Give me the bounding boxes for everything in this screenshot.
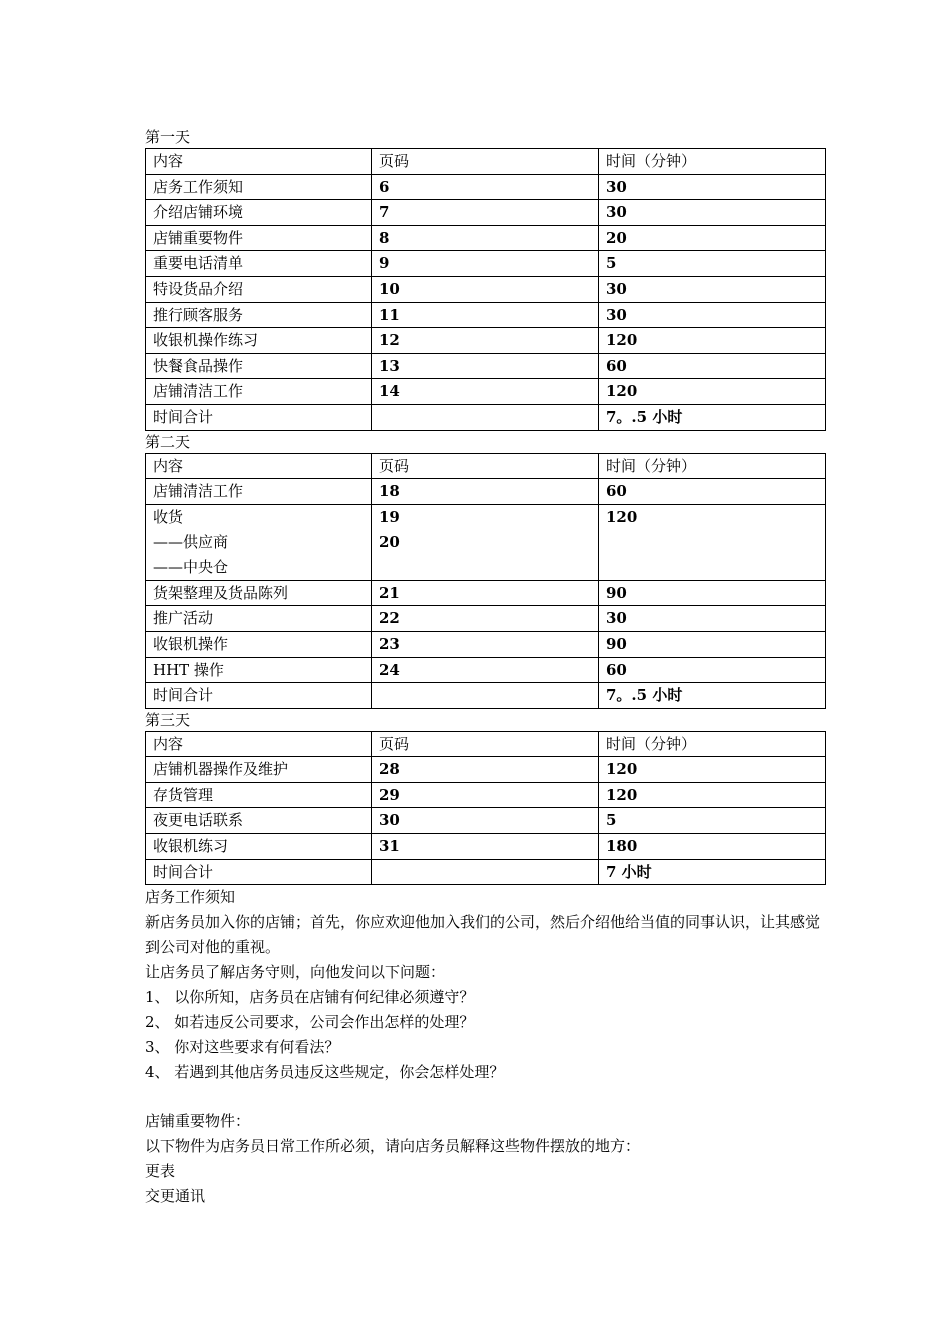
row-content: 收银机操作练习 (146, 328, 372, 354)
header-time: 时间（分钟） (599, 731, 826, 757)
table-row (146, 757, 826, 783)
total-row (146, 859, 826, 885)
row-content: 推广活动 (146, 606, 372, 632)
row-page: 13 (372, 353, 599, 379)
row-page: 6 (372, 174, 599, 200)
total-page (372, 859, 599, 885)
row-page: 24 (372, 657, 599, 683)
total-page (372, 404, 599, 430)
notes-intro: 新店务员加入你的店铺；首先，你应欢迎他加入我们的公司，然后介绍他给当值的同事认识，让其感觉到公司对他的重视。 (145, 913, 821, 957)
receiving-supplier: ——供应商 (153, 532, 229, 551)
table-row (146, 328, 826, 354)
row-time: 120 (599, 757, 826, 783)
total-page (372, 683, 599, 709)
table-row (146, 302, 826, 328)
table-header-row (146, 731, 826, 757)
row-time: 120 (599, 782, 826, 808)
row-content: 店铺机器操作及维护 (146, 757, 372, 783)
header-page: 页码 (372, 149, 599, 175)
row-page: 11 (372, 302, 599, 328)
row-page: 22 (372, 606, 599, 632)
row-page: 29 (372, 782, 599, 808)
receiving-pages (372, 504, 599, 580)
row-content: 收银机操作 (146, 631, 372, 657)
header-page: 页码 (372, 731, 599, 757)
question-3: 3、 你对这些要求有何看法？ (145, 1038, 340, 1057)
table-row (146, 276, 826, 302)
table-header-row (146, 149, 826, 175)
total-row (146, 404, 826, 430)
row-time: 90 (599, 631, 826, 657)
item-2: 交更通讯 (145, 1187, 206, 1206)
row-page: 12 (372, 328, 599, 354)
row-page: 31 (372, 834, 599, 860)
row-page: 30 (372, 808, 599, 834)
table-row (146, 808, 826, 834)
day1-table (145, 148, 826, 431)
question-2: 2、 如若违反公司要求，公司会作出怎样的处理？ (145, 1013, 475, 1032)
row-content: 介绍店铺环境 (146, 200, 372, 226)
table-row (146, 251, 826, 277)
row-time: 60 (599, 479, 826, 505)
row-content: 存货管理 (146, 782, 372, 808)
row-page: 21 (372, 580, 599, 606)
total-label: 时间合计 (146, 683, 372, 709)
table-row (146, 174, 826, 200)
table-row (146, 631, 826, 657)
header-content: 内容 (146, 149, 372, 175)
row-page: 7 (372, 200, 599, 226)
row-page: 9 (372, 251, 599, 277)
row-time: 30 (599, 276, 826, 302)
receiving-page-2: 20 (379, 532, 400, 551)
row-content: 收银机练习 (146, 834, 372, 860)
receiving-row (146, 504, 826, 580)
receiving-central: ——中央仓 (153, 557, 229, 576)
row-time: 30 (599, 606, 826, 632)
table-row (146, 606, 826, 632)
row-content: 特设货品介绍 (146, 276, 372, 302)
table-row (146, 225, 826, 251)
header-time: 时间（分钟） (599, 149, 826, 175)
total-label: 时间合计 (146, 404, 372, 430)
row-content: 店务工作须知 (146, 174, 372, 200)
document-page (145, 126, 825, 1209)
row-content: HHT 操作 (146, 657, 372, 683)
table-row (146, 353, 826, 379)
row-time: 5 (599, 808, 826, 834)
row-time: 20 (599, 225, 826, 251)
total-row (146, 683, 826, 709)
row-content: 推行顾客服务 (146, 302, 372, 328)
total-time: 7 小时 (599, 859, 826, 885)
notes-ask: 让店务员了解店务守则，向他发问以下问题： (145, 963, 446, 982)
header-content: 内容 (146, 731, 372, 757)
items-heading: 店铺重要物件： (145, 1112, 251, 1131)
table-header-row (146, 453, 826, 479)
row-time: 120 (599, 328, 826, 354)
table-row (146, 782, 826, 808)
header-time: 时间（分钟） (599, 453, 826, 479)
items-intro: 以下物件为店务员日常工作所必须，请向店务员解释这些物件摆放的地方： (145, 1137, 641, 1156)
row-content: 店铺清洁工作 (146, 479, 372, 505)
day3-title: 第三天 (145, 710, 191, 729)
row-page: 28 (372, 757, 599, 783)
receiving-page-1: 19 (379, 507, 400, 526)
receiving-time-value: 120 (606, 507, 638, 526)
row-time: 30 (599, 302, 826, 328)
row-page: 18 (372, 479, 599, 505)
row-content: 店铺重要物件 (146, 225, 372, 251)
header-content: 内容 (146, 453, 372, 479)
header-page: 页码 (372, 453, 599, 479)
day2-title: 第二天 (145, 432, 191, 451)
row-time: 30 (599, 200, 826, 226)
row-time: 180 (599, 834, 826, 860)
total-label: 时间合计 (146, 859, 372, 885)
row-page: 14 (372, 379, 599, 405)
row-page: 8 (372, 225, 599, 251)
item-1: 更表 (145, 1162, 176, 1181)
row-content: 夜更电话联系 (146, 808, 372, 834)
question-4: 4、 若遇到其他店务员违反这些规定，你会怎样处理？ (145, 1063, 505, 1082)
row-time: 90 (599, 580, 826, 606)
table-row (146, 200, 826, 226)
row-content: 快餐食品操作 (146, 353, 372, 379)
receiving-time (599, 504, 826, 580)
table-row (146, 580, 826, 606)
row-time: 60 (599, 353, 826, 379)
row-content: 店铺清洁工作 (146, 379, 372, 405)
question-1: 1、 以你所知，店务员在店铺有何纪律必须遵守？ (145, 988, 475, 1007)
row-time: 120 (599, 379, 826, 405)
table-row (146, 834, 826, 860)
row-time: 60 (599, 657, 826, 683)
row-time: 30 (599, 174, 826, 200)
day1-title: 第一天 (145, 128, 191, 146)
receiving-label: 收货 (153, 507, 184, 526)
row-page: 10 (372, 276, 599, 302)
total-time: 7。.5 小时 (599, 404, 826, 430)
day2-table (145, 453, 826, 709)
row-content: 重要电话清单 (146, 251, 372, 277)
row-time: 5 (599, 251, 826, 277)
notes-heading: 店务工作须知 (145, 888, 236, 907)
receiving-content (146, 504, 372, 580)
spacer (145, 1085, 825, 1109)
table-row (146, 379, 826, 405)
table-row (146, 479, 826, 505)
total-time: 7。.5 小时 (599, 683, 826, 709)
table-row (146, 657, 826, 683)
day3-table (145, 731, 826, 886)
row-content: 货架整理及货品陈列 (146, 580, 372, 606)
row-page: 23 (372, 631, 599, 657)
